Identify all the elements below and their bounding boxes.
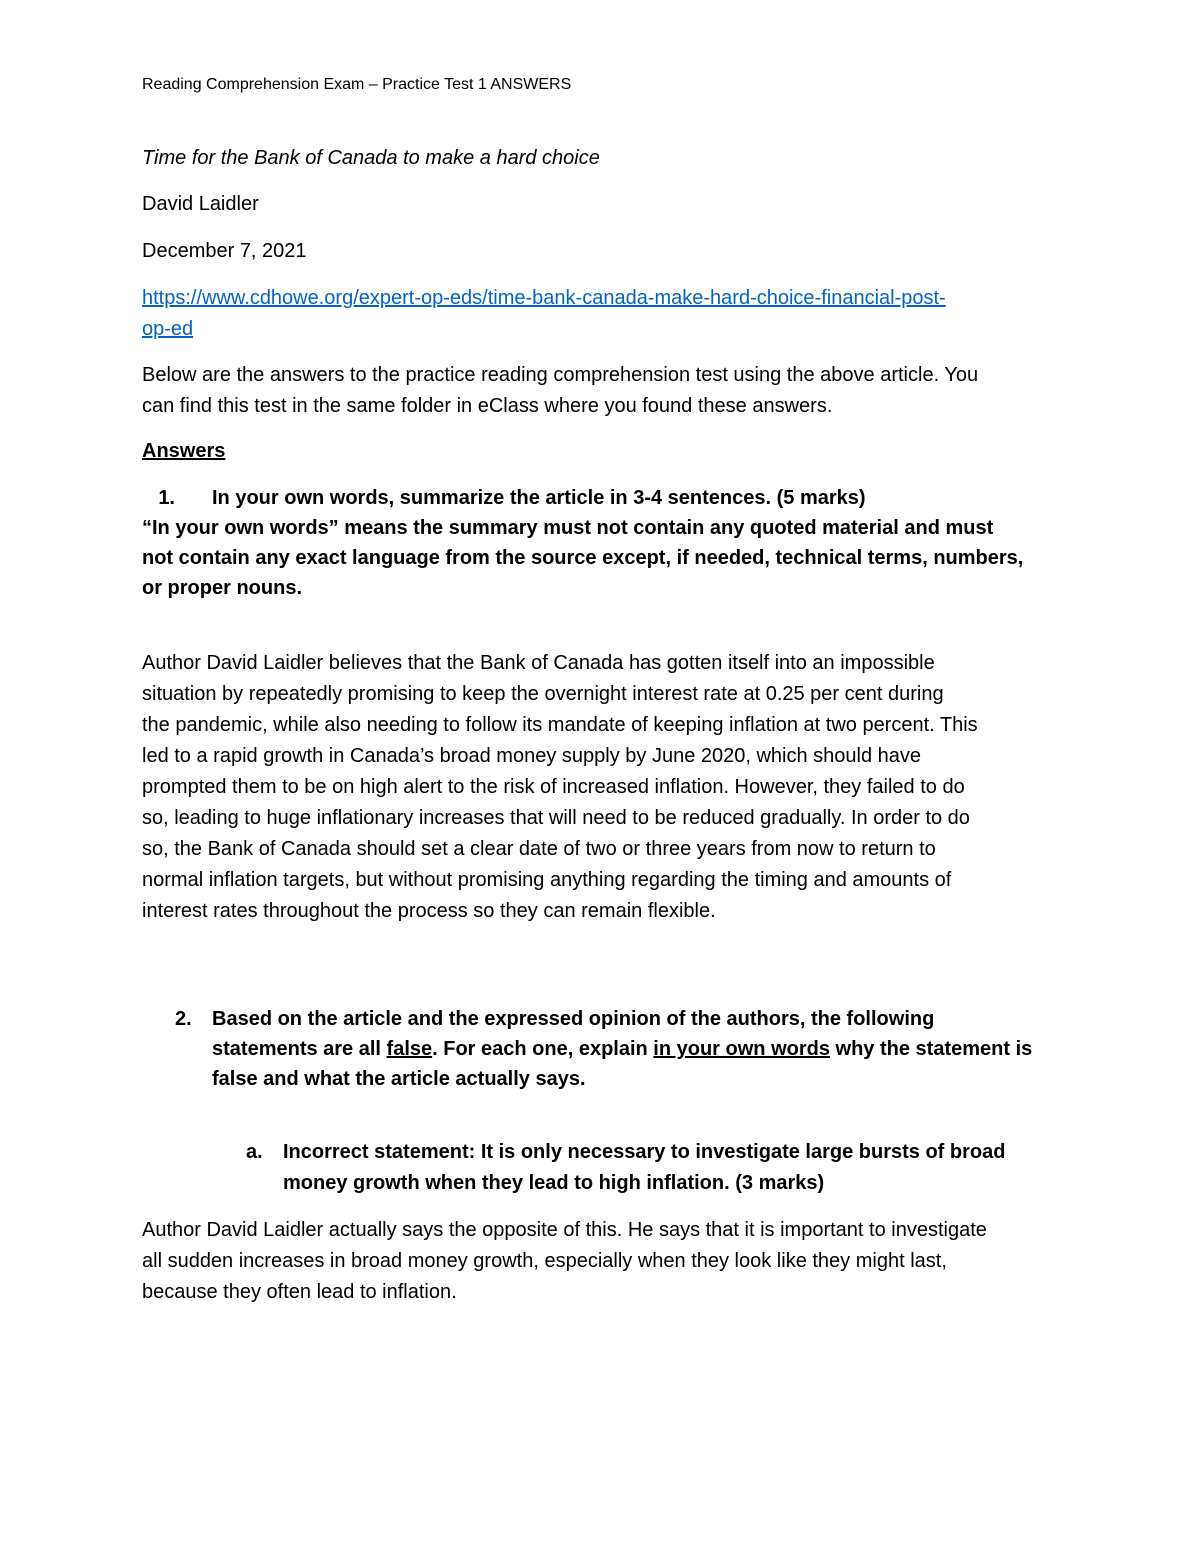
question-2-line: false and what the article actually says. <box>212 1068 586 1090</box>
question-2-text: statements are all <box>212 1038 387 1060</box>
question-1-answer <box>142 648 978 927</box>
answer-line: because they often lead to inflation. <box>142 1281 457 1303</box>
question-1-text: In your own words, summarize the article in 3-4 sentences. (5 marks) <box>212 487 866 509</box>
article-link[interactable] <box>142 283 946 345</box>
answer-line: so, the Bank of Canada should set a clear date of two or three years from now to return to <box>142 838 936 860</box>
answer-line: so, leading to huge inflationary increases that will need to be reduced gradually. In order to do <box>142 807 970 829</box>
answer-line: led to a rapid growth in Canada’s broad money supply by June 2020, which should have <box>142 745 922 767</box>
answer-line: all sudden increases in broad money growth, especially when they look like they might last, <box>142 1250 947 1272</box>
answer-line: Author David Laidler believes that the Bank of Canada has gotten itself into an impossible <box>142 652 935 674</box>
emphasis-own-words: in your own words <box>653 1038 830 1060</box>
question-2-text: . For each one, explain <box>432 1038 654 1060</box>
question-1-note <box>142 513 1023 603</box>
question-2-line: Based on the article and the expressed opinion of the authors, the following <box>212 1008 935 1030</box>
question-2-number: 2. <box>175 1008 192 1030</box>
answer-line: Author David Laidler actually says the opposite of this. He says that it is important to investigate <box>142 1219 987 1241</box>
question-2-text: why the statement is <box>829 1038 1033 1060</box>
answer-line: situation by repeatedly promising to keep the overnight interest rate at 0.25 per cent during <box>142 683 944 705</box>
article-title: Time for the Bank of Canada to make a hard choice <box>142 147 600 169</box>
answer-line: the pandemic, while also needing to follow its mandate of keeping inflation at two percent. This <box>142 714 978 736</box>
intro-line: can find this test in the same folder in eClass where you found these answers. <box>142 395 833 417</box>
question-2a-answer <box>142 1215 987 1308</box>
page-header: Reading Comprehension Exam – Practice Test 1 ANSWERS <box>142 76 572 93</box>
article-link-line[interactable]: https://www.cdhowe.org/expert-op-eds/time-bank-canada-make-hard-choice-financial-post- <box>142 287 946 309</box>
article-date: December 7, 2021 <box>142 240 307 262</box>
note-line: not contain any exact language from the source except, if needed, technical terms, numbers, <box>142 547 1024 569</box>
answer-line: prompted them to be on high alert to the risk of increased inflation. However, they failed to do <box>142 776 965 798</box>
article-author: David Laidler <box>142 193 259 215</box>
intro-paragraph <box>142 360 978 422</box>
question-2-line <box>212 1034 1032 1064</box>
answer-line: normal inflation targets, but without promising anything regarding the timing and amounts of <box>142 869 952 891</box>
question-2a-line: money growth when they lead to high inflation. (3 marks) <box>283 1172 825 1194</box>
article-link-line[interactable]: op-ed <box>142 318 194 340</box>
note-line: or proper nouns. <box>142 577 302 599</box>
question-1-number: 1. <box>158 487 175 509</box>
answers-heading: Answers <box>142 440 226 462</box>
question-2a-letter: a. <box>246 1141 263 1163</box>
question-1 <box>142 484 866 512</box>
intro-line: Below are the answers to the practice reading comprehension test using the above article. You <box>142 364 979 386</box>
question-2a-line: Incorrect statement: It is only necessary to investigate large bursts of broad <box>283 1141 1006 1163</box>
note-line: “In your own words” means the summary must not contain any quoted material and must <box>142 517 994 539</box>
emphasis-false: false <box>386 1038 433 1060</box>
answer-line: interest rates throughout the process so they can remain flexible. <box>142 900 716 922</box>
